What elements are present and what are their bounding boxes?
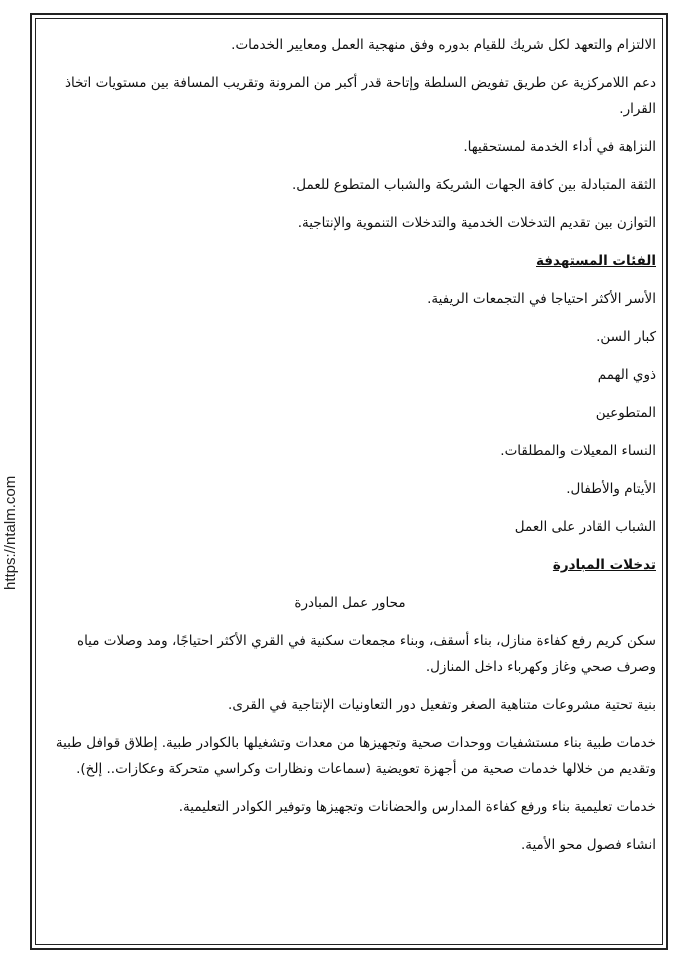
target-group-item: النساء المعيلات والمطلقات. [500, 443, 656, 459]
target-group-item: المتطوعين [595, 405, 656, 421]
section-heading-target-groups: الفئات المستهدفة [536, 253, 656, 269]
target-group-item: الشباب القادر على العمل [514, 519, 656, 535]
target-group-item: كبار السن. [596, 329, 656, 345]
axis-infrastructure: بنية تحتية مشروعات متناهية الصغر وتفعيل دور التعاونيات الإنتاجية في القرى. [228, 697, 656, 713]
section-heading-interventions: تدخلات المبادرة [552, 557, 656, 573]
target-group-item: الأيتام والأطفال. [566, 481, 656, 497]
side-url-text: https://ntalm.com [2, 475, 19, 590]
principle-balance: التوازن بين تقديم التدخلات الخدمية والتدخلات التنموية والإنتاجية. [297, 215, 656, 231]
axis-medical: خدمات طبية بناء مستشفيات ووحدات صحية وتجهيزها من معدات وتشغيلها بالكوادر طبية. إطلاق قوافل طبية وتقديم من خلالها خدمات صحية من أجهزة تعويضية (سماعات ونظارات وكراسي متحركة وعكازات.. إلخ). [55, 735, 656, 777]
target-group-item: ذوي الهمم [597, 367, 656, 383]
subheading-work-axes: محاور عمل المبادرة [294, 595, 406, 611]
principle-mutual-trust: الثقة المتبادلة بين كافة الجهات الشريكة والشباب المتطوع للعمل. [292, 177, 656, 193]
axis-housing: سكن كريم رفع كفاءة منازل، بناء أسقف، وبناء مجمعات سكنية في القري الأكثر احتياجًا، ومد وصلات مياه وصرف صحي وغاز وكهرباء داخل المنازل. [77, 633, 656, 675]
principle-decentralization: دعم اللامركزية عن طريق تفويض السلطة وإتاحة قدر أكبر من المرونة وتقريب المسافة بين مستويات اتخاذ القرار. [64, 75, 656, 117]
document-body [44, 32, 656, 870]
axis-literacy: انشاء فصول محو الأمية. [520, 837, 656, 853]
axis-education: خدمات تعليمية بناء ورفع كفاءة المدارس والحضانات وتجهيزها وتوفير الكوادر التعليمية. [178, 799, 656, 815]
principle-commitment: الالتزام والتعهد لكل شريك للقيام بدوره وفق منهجية العمل ومعايير الخدمات. [231, 37, 656, 53]
target-group-item: الأسر الأكثر احتياجا في التجمعات الريفية. [427, 291, 656, 307]
principle-integrity: النزاهة في أداء الخدمة لمستحقيها. [463, 139, 656, 155]
